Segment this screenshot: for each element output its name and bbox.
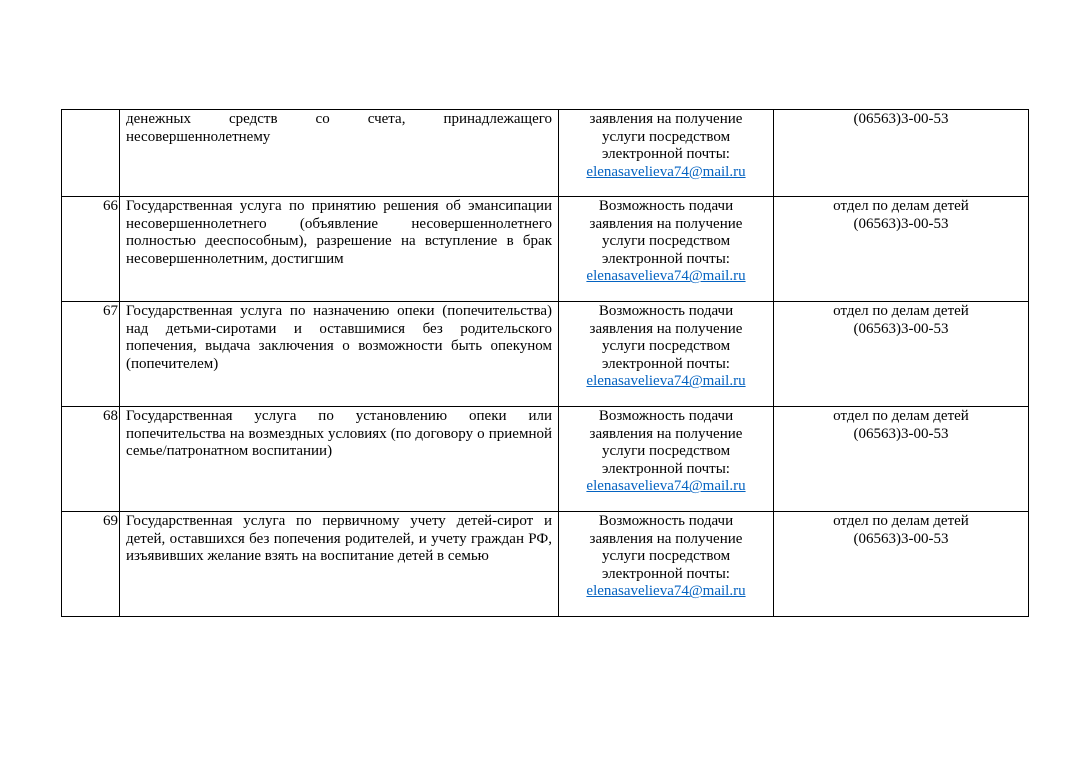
- service-description: денежных средств со счета, принадлежащего несовершеннолетнему: [120, 110, 559, 197]
- services-table: [61, 109, 1029, 617]
- row-number: 67: [62, 302, 120, 407]
- method-line: заявления на получение: [589, 111, 743, 127]
- contact-info: [774, 302, 1029, 407]
- email-link[interactable]: elenasavelieva74@mail.ru: [586, 478, 746, 495]
- method-line: заявления на получение: [589, 215, 743, 232]
- application-method: [559, 407, 774, 512]
- contact-department: отдел по делам детей: [833, 408, 969, 424]
- contact-department: отдел по делам детей: [833, 303, 969, 319]
- service-description: Государственная услуга по назначению опеки (попечительства) над детьми-сиротами и оставшимися без родительского попечения, выдача заключения о возможности быть опекуном (попечителем): [120, 302, 559, 407]
- method-line: Возможность подачи: [598, 303, 734, 319]
- table-row: [62, 407, 1029, 512]
- application-method: [559, 302, 774, 407]
- row-number: 68: [62, 407, 120, 512]
- method-line: заявления на получение: [589, 425, 743, 442]
- contact-phone: (06563)3-00-53: [853, 530, 949, 547]
- method-line: Возможность подачи: [598, 408, 734, 424]
- application-method: [559, 512, 774, 617]
- row-number: 69: [62, 512, 120, 617]
- service-description: Государственная услуга по установлению опеки или попечительства на возмездных условиях (по договору о приемной семье/патронатном воспитании): [120, 407, 559, 512]
- contact-phone: (06563)3-00-53: [853, 215, 949, 232]
- method-line: услуги посредством: [601, 338, 731, 355]
- contact-department: отдел по делам детей: [833, 513, 969, 529]
- row-number: [62, 110, 120, 197]
- method-line: заявления на получение: [589, 530, 743, 547]
- contact-info: [774, 512, 1029, 617]
- table-row: [62, 110, 1029, 197]
- table-row: [62, 197, 1029, 302]
- email-link[interactable]: elenasavelieva74@mail.ru: [586, 373, 746, 390]
- service-description: Государственная услуга по первичному учету детей-сирот и детей, оставшихся без попечения родителей, и учету граждан РФ, изъявивших желание взять на воспитание детей в семью: [120, 512, 559, 617]
- method-line: электронной почты:: [602, 565, 730, 582]
- method-line: Возможность подачи: [598, 513, 734, 529]
- email-link[interactable]: elenasavelieva74@mail.ru: [586, 268, 746, 285]
- table-row: [62, 512, 1029, 617]
- method-line: услуги посредством: [601, 128, 731, 145]
- application-method: [559, 110, 774, 197]
- contact-phone: (06563)3-00-53: [853, 111, 949, 127]
- contact-department: отдел по делам детей: [833, 198, 969, 214]
- contact-info: [774, 197, 1029, 302]
- method-line: заявления на получение: [589, 320, 743, 337]
- contact-info: [774, 110, 1029, 197]
- method-line: электронной почты:: [602, 146, 730, 163]
- row-number: 66: [62, 197, 120, 302]
- method-line: услуги посредством: [601, 233, 731, 250]
- method-line: Возможность подачи: [598, 198, 734, 214]
- method-line: электронной почты:: [602, 355, 730, 372]
- email-link[interactable]: elenasavelieva74@mail.ru: [586, 583, 746, 600]
- method-line: электронной почты:: [602, 250, 730, 267]
- application-method: [559, 197, 774, 302]
- table-row: [62, 302, 1029, 407]
- service-description: Государственная услуга по принятию решения об эмансипации несовершеннолетнего (объявление несовершеннолетнего полностью дееспособным), разрешение на вступление в брак несовершеннолетним, достигшим: [120, 197, 559, 302]
- contact-phone: (06563)3-00-53: [853, 425, 949, 442]
- contact-info: [774, 407, 1029, 512]
- email-link[interactable]: elenasavelieva74@mail.ru: [586, 163, 746, 180]
- method-line: услуги посредством: [601, 443, 731, 460]
- contact-phone: (06563)3-00-53: [853, 320, 949, 337]
- method-line: услуги посредством: [601, 548, 731, 565]
- method-line: электронной почты:: [602, 460, 730, 477]
